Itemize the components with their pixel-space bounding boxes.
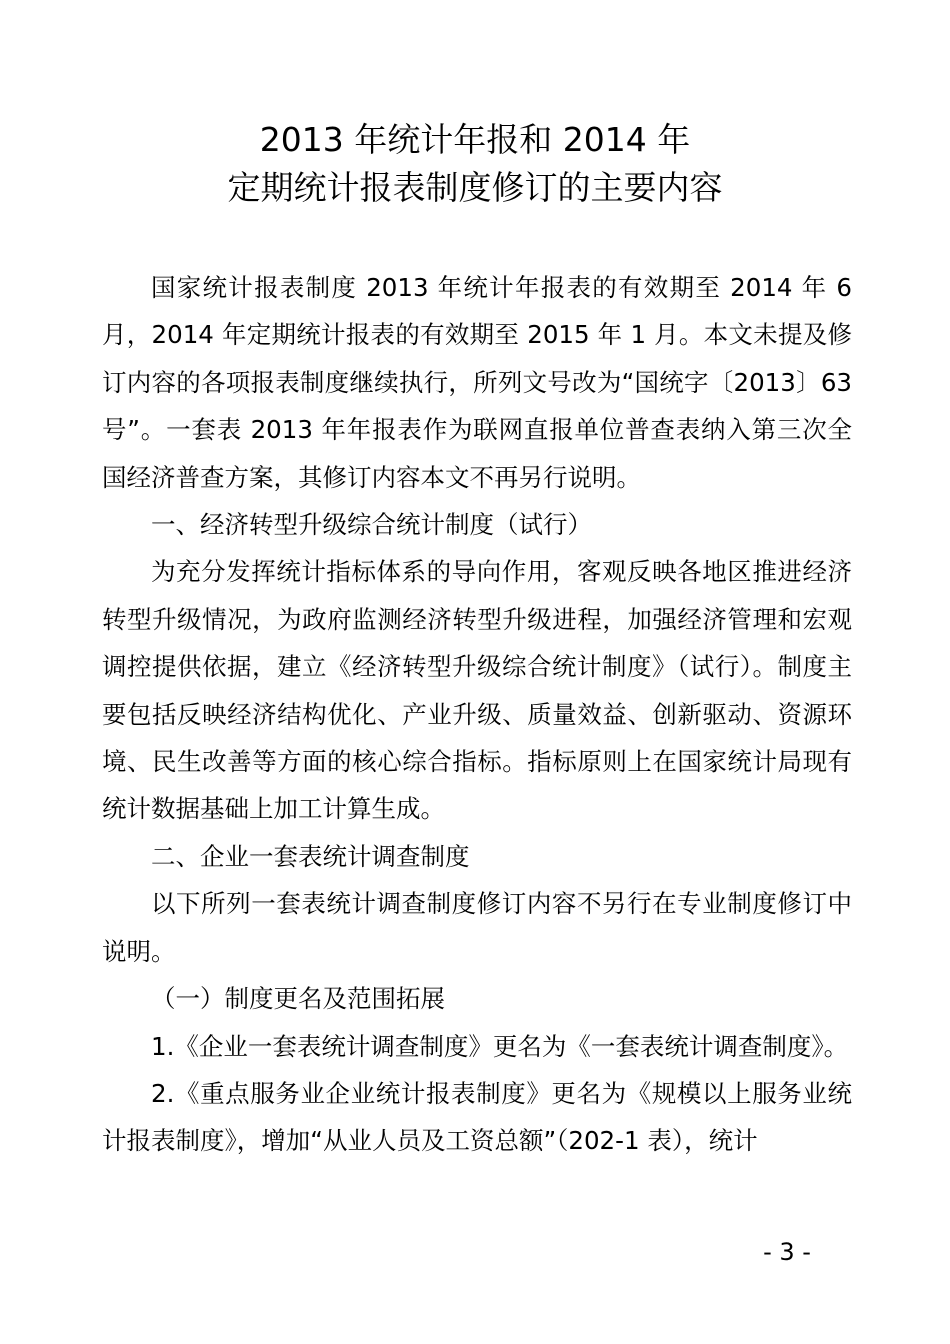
paragraph-section-1: 为充分发挥统计指标体系的导向作用，客观反映各地区推进经济转型升级情况，为政府监测经济转型升级进程，加强经济管理和宏观调控提供依据，建立《经济转型升级综合统计制度》（试行）。制度主要包括反映经济结构优化、产业升级、质量效益、创新驱动、资源环境、民生改善等方面的核心综合指标。指标原则上在国家统计局现有统计数据基础上加工计算生成。 (102, 557, 852, 824)
paragraph-section-2: 以下所列一套表统计调查制度修订内容不另行在专业制度修订中说明。 (102, 889, 852, 966)
document-title-line-1: 2013 年统计年报和 2014 年 (259, 120, 691, 159)
section-heading-2: 二、企业一套表统计调查制度 (151, 841, 470, 871)
document-body (102, 264, 852, 1165)
page-number: - 3 - (763, 1238, 811, 1266)
list-item-2: 2.《重点服务业企业统计报表制度》更名为《规模以上服务业统计报表制度》，增加“从业人员及工资总额”（202-1 表），统计 (102, 1078, 852, 1156)
paragraph-intro: 国家统计报表制度 2013 年统计年报表的有效期至 2014 年 6 月，2014 年定期统计报表的有效期至 2015 年 1 月。本文未提及修订内容的各项报表制度继续执行，所列文号改为“国统字〔2013〕63 号”。一套表 2013 年年报表作为联网直报单位普查表纳入第三次全国经济普查方案，其修订内容本文不再另行说明。 (102, 273, 852, 492)
document-title-line-2: 定期统计报表制度修订的主要内容 (227, 168, 723, 207)
section-heading-1: 一、经济转型升级综合统计制度（试行） (151, 510, 592, 540)
subsection-heading-1: （一）制度更名及范围拓展 (151, 984, 445, 1014)
list-item-1: 1.《企业一套表统计调查制度》更名为《一套表统计调查制度》。 (151, 1031, 849, 1061)
